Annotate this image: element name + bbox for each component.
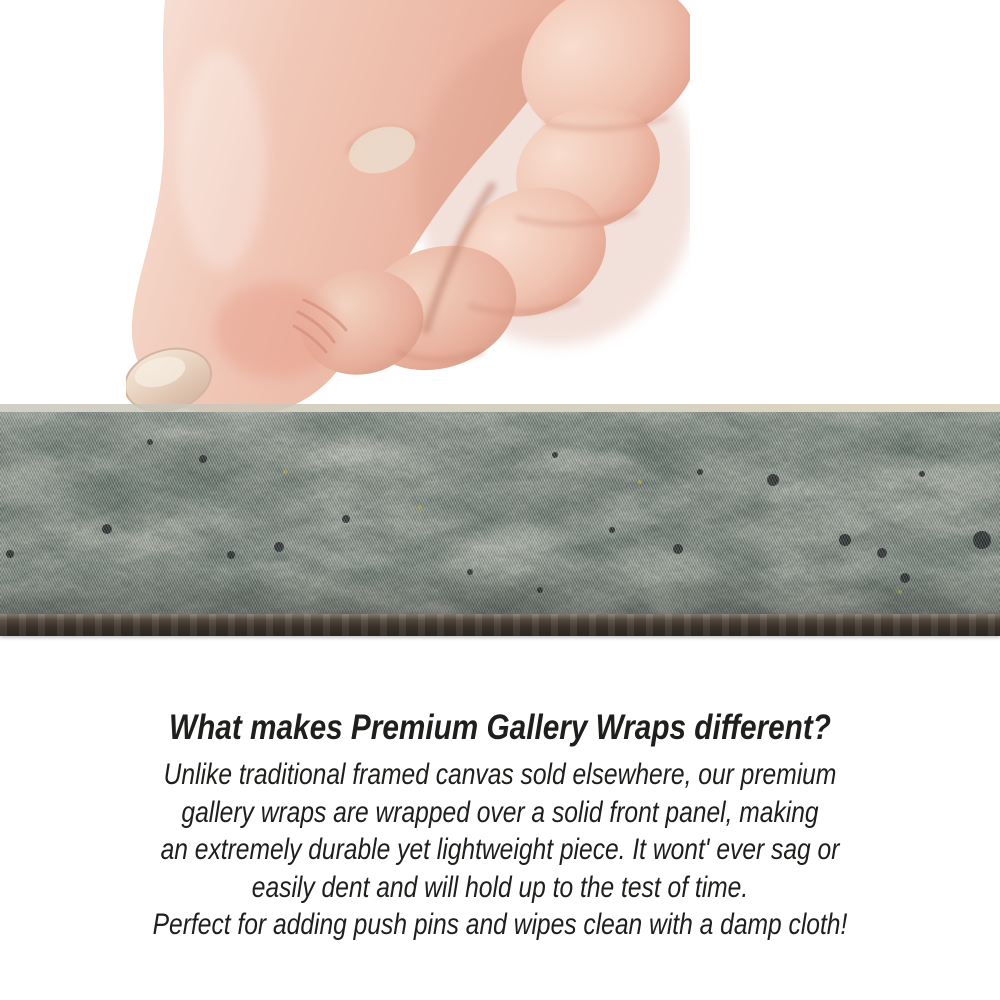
body-line: an extremely durable yet lightweight piece. It wont' ever sag or xyxy=(160,833,840,866)
body-line: easily dent and will hold up to the test of time. xyxy=(251,870,749,904)
body-line: Unlike traditional framed canvas sold elsewhere, our premium xyxy=(163,758,837,791)
thumb-pressure-tint xyxy=(214,282,338,378)
body-line: gallery wraps are wrapped over a solid front panel, making xyxy=(181,795,819,829)
canvas-texture xyxy=(0,412,1000,614)
hand-illustration xyxy=(126,0,690,420)
body-line: Perfect for adding push pins and wipes clean with a damp cloth! xyxy=(152,908,848,941)
headline: What makes Premium Gallery Wraps different? xyxy=(169,708,831,747)
marketing-copy xyxy=(0,708,1000,944)
hand-photo xyxy=(0,0,1000,420)
thumb-highlight xyxy=(176,50,266,270)
panel-bottom-edge xyxy=(0,614,1000,636)
canvas-edge-strip xyxy=(0,404,1000,636)
